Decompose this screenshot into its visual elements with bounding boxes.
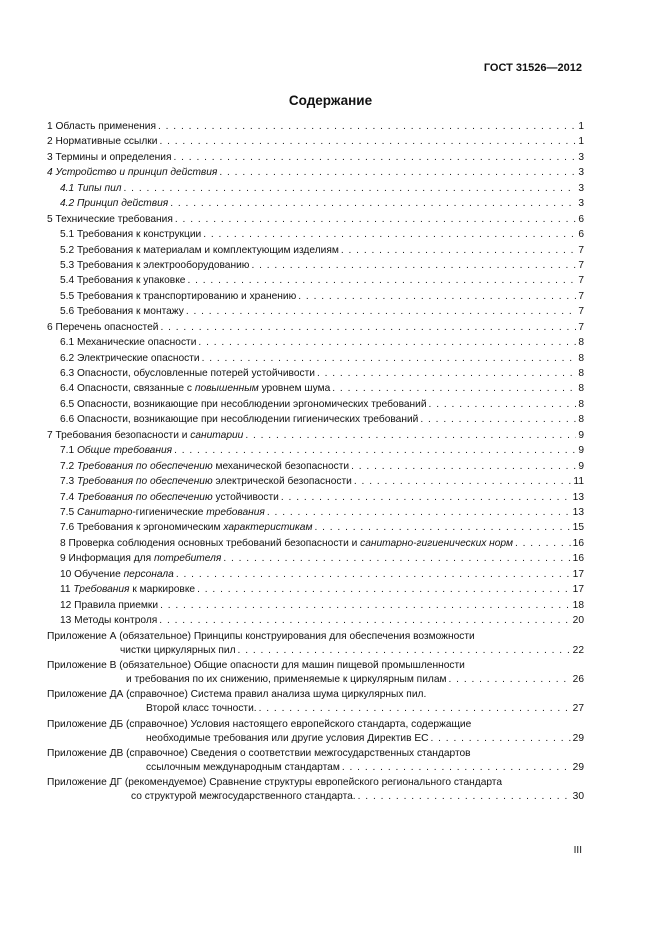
- toc-entry-page: 1: [578, 121, 584, 132]
- dot-leader: [186, 304, 577, 319]
- appendix-page: 22: [572, 644, 584, 656]
- toc-entry[interactable]: [47, 273, 584, 288]
- toc-entry-page: 7: [578, 321, 584, 333]
- dot-leader: [515, 536, 571, 551]
- toc-entry-title: [60, 351, 200, 366]
- dot-leader: [429, 397, 577, 412]
- toc-entry-title: [60, 304, 184, 319]
- page-title: Содержание: [288, 93, 373, 108]
- toc-entry[interactable]: [47, 443, 584, 458]
- toc-entry[interactable]: [47, 505, 584, 520]
- toc-entry-title-part: 3 Термины и определения: [47, 151, 172, 163]
- toc-entry-title: [60, 474, 352, 489]
- dot-leader: [197, 582, 571, 597]
- toc-entry-title: [47, 428, 243, 443]
- appendix-page: 26: [572, 674, 584, 686]
- appendix-title-continuation: ссылочным международным стандартам: [146, 761, 340, 773]
- dot-leader: [420, 412, 576, 427]
- appendix-title: Приложение ДГ (рекомендуемое) Сравнение структуры европейского регионального стандарта: [47, 777, 503, 789]
- appendix-title-continuation: со структурой межгосударственного стандарта.: [131, 791, 356, 803]
- toc-entry-title: [47, 119, 156, 134]
- toc-entry[interactable]: [47, 381, 584, 396]
- toc-entry-title-part: электрической безопасности: [212, 476, 352, 488]
- dot-leader: [332, 381, 576, 396]
- toc-entry-title-part: Требования: [73, 584, 130, 596]
- toc-entry-title: [60, 366, 315, 381]
- appendix-page: 27: [572, 703, 584, 715]
- dot-leader: [160, 320, 576, 335]
- toc-entry-title: [60, 490, 279, 505]
- toc-entry-page: 8: [578, 368, 584, 379]
- dot-leader: [173, 150, 576, 165]
- appendix-page: 29: [572, 761, 584, 773]
- toc-entry[interactable]: [47, 474, 584, 489]
- appendix-page: 29: [572, 732, 584, 744]
- toc-entry-page: 17: [572, 584, 584, 596]
- toc-entry-title: [47, 320, 158, 335]
- toc-entry-page: 8: [578, 414, 584, 426]
- toc-entry[interactable]: [47, 613, 584, 628]
- toc-entry[interactable]: [47, 412, 584, 427]
- dot-leader: [238, 644, 571, 658]
- toc-entry-title: [60, 582, 195, 597]
- dot-leader: [170, 196, 576, 211]
- toc-entry[interactable]: [47, 366, 584, 381]
- toc-entry-page: 9: [578, 460, 584, 472]
- toc-entry-title: [60, 335, 196, 350]
- appendix-title: Приложение А (обязательное) Принципы конструирования для обеспечения возможности: [47, 630, 475, 642]
- toc-entry[interactable]: [47, 196, 584, 211]
- toc-appendix-entry[interactable]: [47, 659, 584, 687]
- dot-leader: [342, 761, 571, 775]
- appendix-title: Приложение ДБ (справочное) Условия настоящего европейского стандарта, содержащие: [47, 718, 472, 730]
- toc-entry-title-part: 7 Требования безопасности и: [47, 429, 191, 441]
- dot-leader: [159, 134, 576, 149]
- toc-entry-title-part: 7.6 Требования к эргономическим: [60, 522, 224, 534]
- toc-entry[interactable]: [47, 490, 584, 505]
- toc-entry-title-part: Требования по обеспечению: [77, 460, 213, 472]
- toc-appendix-entry[interactable]: [47, 776, 584, 804]
- toc-entry-title-part: 10 Обучение: [60, 568, 124, 580]
- dot-leader: [351, 459, 576, 474]
- toc-entry-title-part: к маркировке: [129, 584, 196, 596]
- toc-entry[interactable]: [47, 150, 584, 165]
- dot-leader: [124, 181, 577, 196]
- toc-entry-title-part: 4.1 Типы пил: [60, 182, 122, 194]
- toc-entry-title: [60, 551, 221, 566]
- dot-leader: [219, 165, 576, 180]
- toc-entry-title: [60, 227, 201, 242]
- toc-entry[interactable]: [47, 351, 584, 366]
- toc-entry-title-part: 6.2 Электрические опасности: [60, 352, 200, 364]
- toc-entry-page: 7: [578, 244, 584, 256]
- toc-entry-page: 7: [578, 259, 584, 271]
- toc-entry-title-part: 5 Технические требования: [47, 213, 173, 225]
- toc-entry-title: [60, 243, 339, 258]
- dot-leader: [281, 490, 571, 505]
- dot-leader: [159, 613, 570, 628]
- toc-entry[interactable]: [47, 397, 584, 412]
- dot-leader: [259, 702, 571, 716]
- toc-entry-page: 11: [573, 476, 584, 488]
- toc-entry-title: [60, 505, 265, 520]
- toc-entry-title-part: 6.3 Опасности, обусловленные потерей устойчивости: [60, 368, 315, 379]
- toc-entry-title-part: 5.4 Требования к упаковке: [60, 275, 186, 287]
- toc-entry-page: 7: [578, 275, 584, 287]
- toc-entry-title-part: 7.3: [60, 476, 77, 488]
- toc-entry-title: [60, 613, 157, 628]
- toc-entry-title: [60, 567, 174, 582]
- toc-entry[interactable]: [47, 181, 584, 196]
- appendix-title-continuation: Второй класс точности.: [146, 703, 257, 715]
- toc-entry-title-part: персонала: [123, 568, 174, 580]
- dot-leader: [245, 428, 576, 443]
- dot-leader: [267, 505, 571, 520]
- toc-entry-page: 9: [578, 445, 584, 457]
- toc-entry-title-part: 7.4: [60, 491, 77, 503]
- toc-entry-title: [60, 381, 330, 396]
- toc-entry-title: [60, 289, 296, 304]
- toc-entry-page: 3: [578, 167, 584, 179]
- appendix-title: Приложение В (обязательное) Общие опасности для машин пищевой промышленности: [47, 660, 465, 672]
- toc-entry-title-part: 4 Устройство и принцип действия: [47, 167, 218, 179]
- page-number: III: [573, 845, 582, 856]
- toc-entry-title: [60, 397, 427, 412]
- toc-entry-title-part: Требования по обеспечению: [77, 476, 213, 488]
- toc-entry[interactable]: [47, 258, 584, 273]
- toc-entry-page: 7: [578, 290, 584, 302]
- toc-entry-title-part: 6 Перечень опасностей: [47, 321, 159, 333]
- toc-entry-title-part: 2 Нормативные ссылки: [47, 136, 158, 148]
- toc-entry[interactable]: [47, 212, 584, 227]
- appendix-title-continuation: и требования по их снижению, применяемые к циркулярным пилам: [126, 674, 447, 686]
- toc-entry-title-part: Требования по обеспечению: [77, 491, 213, 503]
- document-id: ГОСТ 31526—2012: [483, 62, 582, 74]
- toc-entry-page: 6: [578, 213, 584, 225]
- toc-entry-title-part: 8 Проверка соблюдения основных требований безопасности и: [60, 537, 361, 549]
- toc-entry-page: 3: [578, 182, 584, 194]
- toc-entry-page: 15: [572, 522, 584, 534]
- toc-entry-page: 8: [578, 352, 584, 364]
- toc-entry-page: 13: [572, 491, 584, 503]
- toc-entry-title-part: 11: [60, 584, 74, 596]
- dot-leader: [430, 732, 570, 746]
- toc-appendix-entry[interactable]: [47, 688, 584, 716]
- toc-entry-title: [60, 181, 122, 196]
- toc-entry-page: 6: [578, 229, 584, 241]
- toc-entry-title-part: 6.1 Механические опасности: [60, 337, 197, 349]
- toc-entry-title-part: 13 Методы контроля: [60, 615, 158, 626]
- toc-entry-title-part: 9 Информация для: [60, 553, 154, 565]
- toc-entry[interactable]: [47, 227, 584, 242]
- toc-entry[interactable]: [47, 428, 584, 443]
- toc-entry-page: 8: [578, 383, 584, 395]
- toc-entry-title: [60, 258, 249, 273]
- toc-entry-title-part: устойчивости: [212, 491, 279, 503]
- appendix-page: 30: [572, 791, 584, 803]
- dot-leader: [223, 551, 570, 566]
- toc-entry-title-part: Общие требования: [77, 445, 173, 457]
- toc-entry[interactable]: [47, 304, 584, 319]
- toc-entry[interactable]: [47, 551, 584, 566]
- dot-leader: [176, 567, 571, 582]
- toc-entry-title: [60, 273, 185, 288]
- toc-entry-title: [60, 443, 172, 458]
- dot-leader: [341, 243, 576, 258]
- toc-entry-title: [60, 536, 513, 551]
- toc-entry-title-part: санитарии: [190, 429, 244, 441]
- toc-entry-title-part: -гигиенические: [132, 506, 207, 518]
- toc-entry-title: [47, 165, 217, 180]
- toc-entry-title-part: механической безопасности: [212, 460, 350, 472]
- toc-appendix-entry[interactable]: [47, 630, 584, 658]
- toc-entry[interactable]: [47, 459, 584, 474]
- dot-leader: [314, 520, 570, 535]
- appendix-title-continuation: чистки циркулярных пил: [120, 644, 236, 656]
- dot-leader: [203, 227, 576, 242]
- toc-entry-title: [60, 412, 418, 427]
- toc-entry-title-part: Санитарно: [77, 506, 133, 518]
- toc-entry-title-part: уровнем шума: [258, 383, 331, 395]
- dot-leader: [174, 443, 576, 458]
- toc-entry[interactable]: [47, 567, 584, 582]
- toc-entry-title-part: 5.5 Требования к транспортированию и хранению: [60, 290, 297, 302]
- dot-leader: [317, 366, 576, 381]
- toc-entry-title-part: 4.2 Принцип действия: [60, 198, 169, 210]
- dot-leader: [198, 335, 576, 350]
- toc-entry-title-part: 6.4 Опасности, связанные с: [60, 383, 195, 395]
- dot-leader: [358, 790, 571, 804]
- toc-entry-title-part: санитарно-гигиенических норм: [360, 537, 513, 549]
- toc-entry[interactable]: [47, 582, 584, 597]
- table-of-contents: [47, 119, 584, 804]
- toc-entry[interactable]: [47, 320, 584, 335]
- toc-appendix-entry[interactable]: [47, 747, 584, 775]
- toc-entry-title: [60, 598, 158, 613]
- toc-entry[interactable]: [47, 134, 584, 149]
- toc-entry-title-part: 5.2 Требования к материалам и комплектующим изделиям: [60, 244, 339, 256]
- toc-entry[interactable]: [47, 289, 584, 304]
- dot-leader: [160, 598, 571, 613]
- dot-leader: [251, 258, 576, 273]
- toc-entry-title-part: 7.5: [60, 506, 77, 518]
- toc-entry-title: [47, 134, 157, 149]
- toc-entry-page: 16: [572, 537, 584, 549]
- toc-entry[interactable]: [47, 165, 584, 180]
- toc-entry[interactable]: [47, 536, 584, 551]
- dot-leader: [298, 289, 576, 304]
- toc-entry-title-part: 5.6 Требования к монтажу: [60, 306, 184, 318]
- toc-entry-title-part: 1 Область применения: [47, 121, 156, 132]
- dot-leader: [175, 212, 576, 227]
- toc-entry-title-part: 7.2: [60, 460, 77, 472]
- toc-entry[interactable]: [47, 243, 584, 258]
- toc-entry-title: [60, 196, 168, 211]
- toc-entry-page: 7: [578, 306, 584, 318]
- appendix-title: Приложение ДВ (справочное) Сведения о соответствии межгосударственных стандартов: [47, 747, 471, 759]
- toc-entry[interactable]: [47, 335, 584, 350]
- toc-entry-title-part: потребителя: [153, 553, 222, 565]
- toc-appendix-entry[interactable]: [47, 718, 584, 746]
- dot-leader: [449, 673, 571, 687]
- toc-entry-page: 1: [578, 136, 584, 148]
- dot-leader: [354, 474, 572, 489]
- toc-entry-title-part: 6.5 Опасности, возникающие при несоблюдении эргономических требований: [60, 398, 427, 410]
- dot-leader: [158, 119, 576, 134]
- toc-entry-title-part: 12 Правила приемки: [60, 599, 159, 611]
- appendix-title: Приложение ДА (справочное) Система правил анализа шума циркулярных пил.: [47, 689, 427, 701]
- toc-entry-page: 8: [578, 398, 584, 410]
- toc-entry-page: 20: [572, 615, 584, 626]
- toc-entry-title-part: 5.1 Требования к конструкции: [60, 229, 202, 241]
- toc-entry-page: 13: [572, 506, 584, 518]
- toc-entry-title-part: характеристикам: [223, 522, 313, 534]
- toc-entry[interactable]: [47, 520, 584, 535]
- toc-entry[interactable]: [47, 119, 584, 134]
- dot-leader: [187, 273, 576, 288]
- toc-entry-title-part: требования: [206, 506, 265, 518]
- toc-entry-title: [60, 520, 312, 535]
- toc-entry-title: [47, 212, 173, 227]
- toc-entry-title: [60, 459, 349, 474]
- toc-entry-page: 18: [572, 599, 584, 611]
- toc-entry-page: 17: [572, 568, 584, 580]
- toc-entry-title-part: 5.3 Требования к электрооборудованию: [60, 259, 250, 271]
- dot-leader: [202, 351, 577, 366]
- toc-entry-title-part: 7.1: [60, 445, 77, 457]
- toc-entry-title: [47, 150, 171, 165]
- toc-entry-page: 3: [578, 198, 584, 210]
- toc-entry-title-part: повышенным: [194, 383, 259, 395]
- toc-entry-title-part: 6.6 Опасности, возникающие при несоблюдении гигиенических требований: [60, 414, 419, 426]
- appendix-title-continuation: необходимые требования или другие условия Директив ЕС: [146, 732, 429, 744]
- toc-entry-page: 3: [578, 151, 584, 163]
- toc-entry[interactable]: [47, 598, 584, 613]
- toc-entry-page: 16: [572, 553, 584, 565]
- toc-entry-page: 8: [578, 337, 584, 349]
- toc-entry-page: 9: [578, 429, 584, 441]
